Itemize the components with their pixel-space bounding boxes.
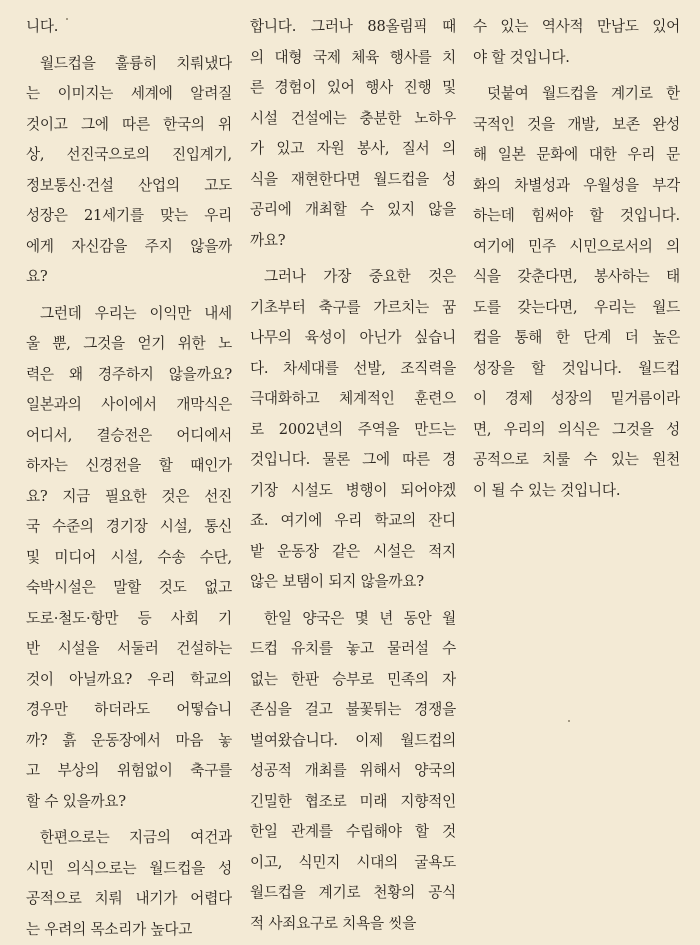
text-line: 수 있는 역사적 만남도 있어: [473, 12, 680, 43]
text-line: 면, 우리의 의식은 그것을 성: [473, 415, 680, 446]
text-line: 시민 의식으로는 월드컵을 성: [26, 854, 232, 885]
text-line: 도로·철도·항만 등 사회 기: [26, 604, 232, 635]
text-line: 니다.: [26, 12, 232, 43]
text-line: 에게 자신감을 주지 않을까: [26, 232, 232, 263]
text-line: 밭 운동장 같은 시설은 적지: [250, 537, 456, 568]
text-line: 이 될 수 있는 것입니다.: [473, 476, 680, 507]
print-speck: [568, 720, 570, 722]
text-line: 야 할 것입니다.: [473, 43, 680, 74]
text-column-1: [26, 12, 232, 945]
text-line: 어디서, 결승전은 어디에서: [26, 421, 232, 452]
text-line: 숙박시설은 말할 것도 없고: [26, 573, 232, 604]
text-line: 하는데 힘써야 할 것입니다.: [473, 201, 680, 232]
print-speck: [66, 18, 68, 20]
text-line: 국 수준의 경기장 시설, 통신: [26, 512, 232, 543]
text-line: 적 사죄요구로 치욕을 씻을: [250, 909, 456, 940]
text-line: 죠. 여기에 우리 학교의 잔디: [250, 506, 456, 537]
text-line: 합니다. 그러나 88올림픽 때: [250, 12, 456, 43]
text-line: 요? 지금 필요한 것은 선진: [26, 482, 232, 513]
text-line: 가 있고 자원 봉사, 질서 의: [250, 134, 456, 165]
text-line: 다. 차세대를 선발, 조직력을: [250, 354, 456, 385]
text-line: 경우만 하더라도 어떻습니: [26, 695, 232, 726]
text-line: 없는 한판 승부로 민족의 자: [250, 665, 456, 696]
text-line: 성장을 할 것입니다. 월드컵: [473, 354, 680, 385]
text-line: 정보통신·건설 산업의 고도: [26, 171, 232, 202]
text-line: 기장 시설도 병행이 되어야겠: [250, 476, 456, 507]
text-line: 시설 건설에는 충분한 노하우: [250, 104, 456, 135]
text-line: 식을 갖춘다면, 봉사하는 태: [473, 262, 680, 293]
text-line: 덧붙여 월드컵을 계기로 한: [473, 79, 680, 110]
text-line: 것이고 그에 따른 한국의 위: [26, 110, 232, 141]
text-line: 도를 갖는다면, 우리는 월드: [473, 293, 680, 324]
text-line: 성장은 21세기를 맞는 우리: [26, 201, 232, 232]
text-line: 는 우려의 목소리가 높다고: [26, 915, 232, 945]
text-line: 상, 선진국으로의 진입계기,: [26, 140, 232, 171]
text-line: 로 2002년의 주역을 만드는: [250, 415, 456, 446]
text-line: 않은 보탬이 되지 않을까요?: [250, 567, 456, 598]
text-line: 및 미디어 시설, 수송 수단,: [26, 543, 232, 574]
text-line: 반 시설을 서둘러 건설하는: [26, 634, 232, 665]
text-column-3: [473, 12, 680, 506]
text-line: 기초부터 축구를 가르치는 꿈: [250, 293, 456, 324]
text-line: 이고, 식민지 시대의 굴욕도: [250, 848, 456, 879]
text-column-2: [250, 12, 456, 939]
text-line: 울 뿐, 그것을 얻기 위한 노: [26, 329, 232, 360]
text-line: 한일 양국은 몇 년 동안 월: [250, 604, 456, 635]
text-line: 월드컵을 계기로 천황의 공식: [250, 878, 456, 909]
text-line: 까요?: [250, 226, 456, 257]
text-line: 그런데 우리는 이익만 내세: [26, 299, 232, 330]
text-line: 국적인 것을 개발, 보존 완성: [473, 110, 680, 141]
text-line: 월드컵을 훌륭히 치뤄냈다: [26, 49, 232, 80]
text-line: 이 경제 성장의 밑거름이라: [473, 384, 680, 415]
text-line: 는 이미지는 세계에 알려질: [26, 79, 232, 110]
text-line: 공적으로 치뤄 내기가 어렵다: [26, 884, 232, 915]
text-line: 공적으로 치룰 수 있는 원천: [473, 445, 680, 476]
text-line: 의 대형 국제 체육 행사를 치: [250, 43, 456, 74]
text-line: 성공적 개최를 위해서 양국의: [250, 756, 456, 787]
text-line: 해 일본 문화에 대한 우리 문: [473, 140, 680, 171]
text-line: 식을 재현한다면 월드컵을 성: [250, 165, 456, 196]
text-line: 극대화하고 체계적인 훈련으: [250, 384, 456, 415]
text-line: 력은 왜 경주하지 않을까요?: [26, 360, 232, 391]
text-line: 공리에 개최할 수 있지 않을: [250, 195, 456, 226]
text-line: 그러나 가장 중요한 것은: [250, 262, 456, 293]
text-line: 컵을 통해 한 단계 더 높은: [473, 323, 680, 354]
text-line: 긴밀한 협조로 미래 지향적인: [250, 787, 456, 818]
text-line: 까? 흙 운동장에서 마음 놓: [26, 726, 232, 757]
text-line: 존심을 걸고 불꽃튀는 경쟁을: [250, 695, 456, 726]
text-line: 것이 아닐까요? 우리 학교의: [26, 665, 232, 696]
text-line: 화의 차별성과 우월성을 부각: [473, 171, 680, 202]
text-line: 른 경험이 있어 행사 진행 및: [250, 73, 456, 104]
text-line: 고 부상의 위험없이 축구를: [26, 756, 232, 787]
text-line: 나무의 육성이 아닌가 싶습니: [250, 323, 456, 354]
text-line: 일본과의 사이에서 개막식은: [26, 390, 232, 421]
text-line: 여기에 민주 시민으로서의 의: [473, 232, 680, 263]
text-line: 하자는 신경전을 할 때인가: [26, 451, 232, 482]
text-line: 드컵 유치를 놓고 물러설 수: [250, 634, 456, 665]
text-line: 요?: [26, 262, 232, 293]
text-line: 한편으로는 지금의 여건과: [26, 823, 232, 854]
text-line: 벌여왔습니다. 이제 월드컵의: [250, 726, 456, 757]
text-line: 한일 관계를 수립해야 할 것: [250, 817, 456, 848]
text-line: 것입니다. 물론 그에 따른 경: [250, 445, 456, 476]
text-line: 할 수 있을까요?: [26, 787, 232, 818]
